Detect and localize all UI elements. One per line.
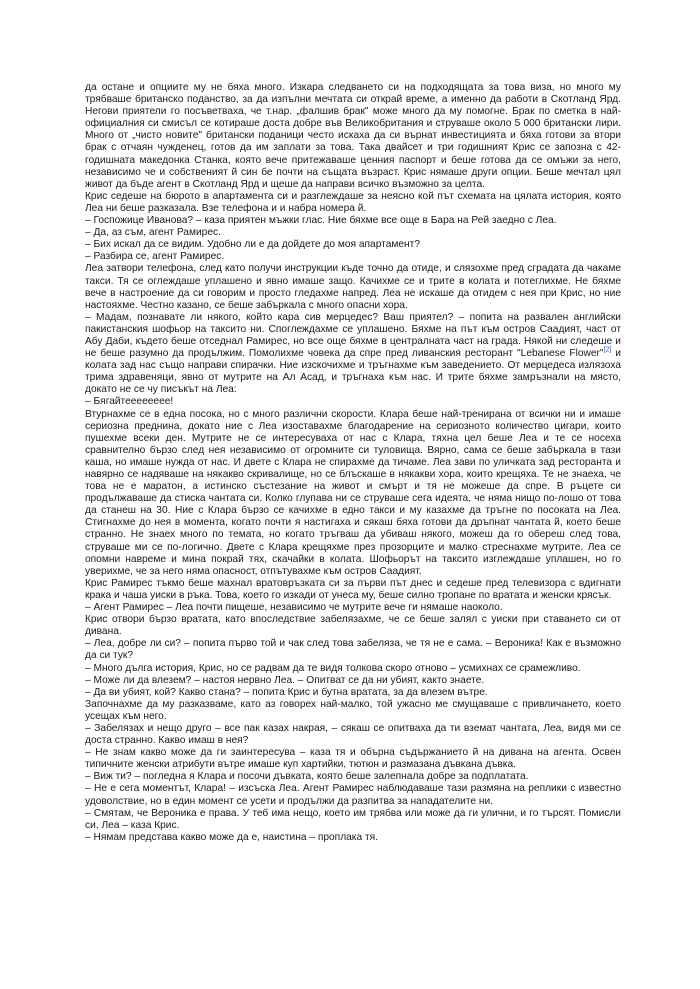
paragraph: – Много дълга история, Крис, но се радвам да те видя толкова скоро отново – усмихнах се срамежливо.: [85, 662, 581, 674]
paragraph-text: и колата зад нас също направи спирачки. Ние изскочихме и тръгнахме към заведението. От мерцедеса излязоха трима здравеняци, явно от мутрите на Ал Асад, и тръгнаха към нас. И трите бяхме замръзнали на място, докато не се чу писъкът на Леа:: [85, 348, 621, 396]
paragraph: – Да ви убият, кой? Какво стана? – попита Крис и бутна вратата, за да влезем вътре.: [85, 686, 488, 698]
paragraph: – Бягайтееееееее!: [85, 396, 174, 408]
paragraph: – Разбира се, агент Рамирес.: [85, 251, 225, 263]
paragraph: – Смятам, че Вероника е права. У теб има нещо, което им трябва или може да ги улични, и го търсят. Помисли си, Леа – каза Крис.: [85, 807, 621, 831]
paragraph: – Не е сега моментът, Клара! – изсъска Леа. Агент Рамирес наблюдаваше тази размяна на реплики с известно удоволствие, но в един момент се усети и продължи да разпитва за нападателите ни.: [85, 783, 621, 807]
document-body: [85, 82, 621, 844]
paragraph: – Леа, добре ли си? – попита първо той и чак след това забеляза, че тя не е сама. – Вероника! Как е възможно да си тук?: [85, 638, 621, 662]
paragraph: – Бих искал да се видим. Удобно ли е да дойдете до моя апартамент?: [85, 239, 420, 251]
paragraph: Крис отвори бързо вратата, като впоследствие забелязахме, че се беше залял с уиски при ставането си от дивана.: [85, 614, 621, 638]
paragraph: Започнахме да му разказваме, като аз говорех най-малко, той ужасно ме смущаваше с привличането, което усещах към него.: [85, 698, 621, 722]
paragraph: – Може ли да влезем? – настоя нервно Леа. – Опитват се да ни убият, както знаете.: [85, 674, 485, 686]
paragraph-text: – Мадам, познавате ли някого, който кара сив мерцедес? Ваш приятел? – попита на развален английски пакистанския шофьор на таксито ни. Споглеждахме се уплашено. Бяхме на път към остров Саадият, част от Абу Даби, където беше отседнал Рамирес, но все още бяхме в централната част на града. Някой ни следеше и не беше разумно да продължим. Помолихме човека да спре пред ливанския ресторант "Lebanese Flower": [85, 311, 621, 360]
paragraph: – Не знам какво може да ги заинтересува – каза тя и обърна съдържанието й на дивана на агента. Освен типичните женски атрибути вътре имаше куп хартийки, тютюн и размазана дъвкана дъвка.: [85, 747, 621, 771]
paragraph: – Нямам представа какво може да е, наистина – проплака тя.: [85, 831, 378, 843]
paragraph: Крис Рамирес тъкмо беше махнал вратовръзката си за първи път днес и седеше пред телевизора с вдигнати крака и чаша уиски в ръка. Това, което го изкади от унеса му, беше силно тропане по вратата и женски крясък.: [85, 577, 621, 601]
footnote-link[interactable]: [2]: [603, 346, 612, 354]
paragraph-with-footnote: [85, 312, 621, 397]
paragraph: – Госпожице Иванова? – каза приятен мъжки глас. Ние бяхме все още в Бара на Рей заедно с Леа.: [85, 215, 557, 227]
paragraph: – Агент Рамирес – Леа почти пищеше, независимо че мутрите вече ги нямаше наоколо.: [85, 602, 503, 614]
paragraph: Крис седеше на бюрото в апартамента си и разглеждаше за неясно кой път схемата на цялата история, която Леа ни беше разказала. Взе телефона и и набра номера й.: [85, 190, 621, 214]
paragraph: Леа затвори телефона, след като получи инструкции къде точно да отиде, и слязохме пред сградата да чакаме такси. Тя се оглеждаше уплашено и явно имаше защо. Качихме се и трите в колата и потеглихме. Не бяхме вече в настроение да си говорим и просто гледахме напред. Леа не искаше да отидем с нея при Крис, но ние настояхме. Честно казано, се беше забъркала с много опасни хора.: [85, 263, 621, 311]
paragraph: да остане и опциите му не бяха много. Изкара следването си на подходящата за това виза, но много му трябваше британско поданство, за да изпълни мечтата си открай време, а именно да работи в Скотланд Ярд. Негови приятели го посъветваха, че т.нар. „фалшив брак" може много да му помогне. Брак по сметка в най-официалния си смисъл се котираше доста добре във Великобритания и струваше около 5 000 британски лири. Много от „чисто новите" британски поданици често искаха да си върнат инвестицията и бяха готови за втори брак с отчаян чужденец, готов да им заплати за това. Така двайсет и три годишният Крис се запозна с 42-годишната македонка Станка, която вече притежаваше ценния паспорт и беше готова да се омъжи за него, независимо че и собственият й син бе почти на същата възраст. Крис нямаше други опции. Беше мечтал цял живот да бъде агент в Скотланд Ярд и щеше да направи всичко възможно за целта.: [85, 82, 621, 190]
paragraph: – Виж ти? – погледна я Клара и посочи дъвката, която беше залепнала добре за подплатата.: [85, 771, 529, 783]
paragraph: – Забелязах и нещо друго – все пак казах накрая, – сякаш се опитваха да ти вземат чантата, Леа, видя ми се доста странно. Какво имаш в нея?: [85, 722, 621, 747]
paragraph: – Да, аз съм, агент Рамирес.: [85, 227, 221, 239]
paragraph: Втурнахме се в една посока, но с много различни скорости. Клара беше най-тренирана от всички ни и имаше сериозна преднина, докато ние с Леа изоставахме благодарение на сериозното количество цигари, които пушехме всеки ден. Мутрите не се интересуваха от нас с Клара, тяхна цел беше Леа и те се носеха сравнително бързо след нея независимо от огромните си туловища. Вярно, сама се беше забъркала в тази каша, но имаше нужда от нас. И двете с Клара не спирахме да тичаме. Леа зави по уличката зад ресторанта и навярно се надяваше на някакво скривалище, но се блъскаше в някакви хора, които крещяха. Те не знаеха, че това не е маратон, а истинско състезание на живот и смърт и тя не можеше да спре. В ръцете си продължаваше да стиска чантата си. Колко глупава ни се струваше сега идеята, че няма нищо по-лошо от това да станеш на 30. Ние с Клара бързо се качихме в едно такси и му казахме да тръгне по посоката на Леа. Стигнахме до нея в момента, когато почти я настигаха и сякаш бяха готови да дръпнат чантата й, което беше странно. Не знаех много по темата, но когато тръгваш да убиваш някого, можеш да го обереш след това, струваше ми се по-логично. Двете с Клара крещяхме през прозорците и малко стреснахме мутрите. Леа се опомни навреме и мина покрай тях, скачайки в колата. Шофьорът на таксито изглеждаше уплашен, но го уверихме, че за него няма опасност, отпътувахме към остров Саадият.: [85, 408, 621, 577]
